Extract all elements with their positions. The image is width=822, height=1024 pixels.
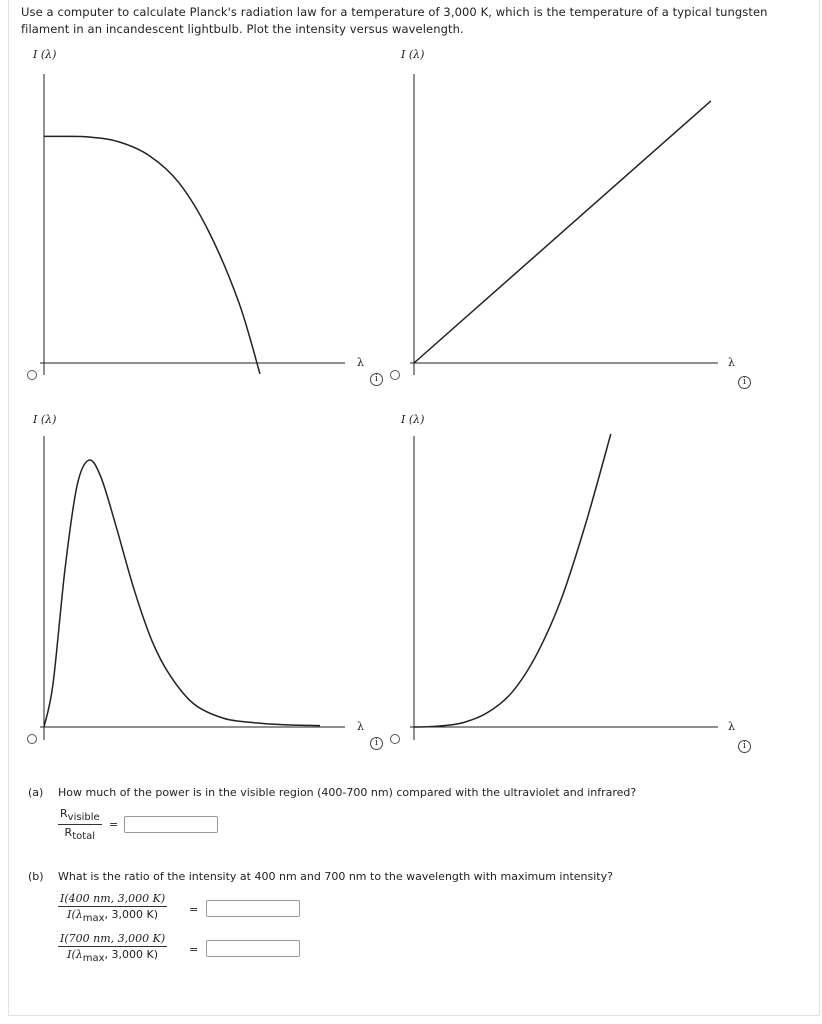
option-d-x-label: λ bbox=[728, 720, 735, 733]
part-a-answer-input[interactable] bbox=[124, 816, 218, 833]
option-b-x-label: λ bbox=[728, 356, 735, 369]
problem-instructions: Use a computer to calculate Planck's radiation law for a temperature of 3,000 K, which is the temperature of a typical tungsten filament in an incandescent lightbulb. Plot the intensity versus wavelength. bbox=[21, 5, 768, 36]
option-c-curve bbox=[44, 460, 320, 727]
part-a-num-var: R bbox=[60, 807, 68, 820]
option-a-y-label: I (λ) bbox=[33, 48, 57, 61]
option-b-radio[interactable] bbox=[390, 370, 400, 380]
option-c-y-label: I (λ) bbox=[33, 413, 57, 426]
option-c-info-icon[interactable]: i bbox=[370, 737, 383, 750]
part-a-label: (a) bbox=[28, 786, 44, 799]
option-c-x-label: λ bbox=[357, 720, 364, 733]
option-a-curve bbox=[44, 136, 260, 374]
part-b-question: What is the ratio of the intensity at 400 nm and 700 nm to the wavelength with maximum intensity? bbox=[58, 870, 613, 883]
part-a-num-sub: visible bbox=[67, 812, 100, 823]
part-a-fraction bbox=[58, 807, 102, 842]
option-a-info-icon[interactable]: i bbox=[370, 373, 383, 386]
part-b-label: (b) bbox=[28, 870, 44, 883]
option-a-radio[interactable] bbox=[27, 370, 37, 380]
option-d-radio[interactable] bbox=[390, 734, 400, 744]
option-a-x-label: λ bbox=[357, 356, 364, 369]
option-b-curve bbox=[414, 101, 711, 363]
part-b-ratio1-fraction bbox=[58, 892, 167, 924]
part-b-ratio2-den-sub: max bbox=[82, 953, 105, 964]
part-b-ratio1-den-prefix: I(λ bbox=[67, 908, 83, 921]
part-b-ratio1-input[interactable] bbox=[206, 900, 300, 917]
option-b-y-label: I (λ) bbox=[401, 48, 425, 61]
part-b-ratio2-equals: = bbox=[189, 943, 199, 956]
part-a-equals: = bbox=[109, 818, 119, 831]
part-b-ratio1-den-suffix: , 3,000 K) bbox=[104, 908, 159, 921]
option-d-info-icon[interactable]: i bbox=[738, 740, 751, 753]
part-a-den-sub: total bbox=[72, 831, 96, 842]
part-b-ratio1-num: I(400 nm, 3,000 K) bbox=[60, 892, 166, 905]
part-b-ratio2-den-prefix: I(λ bbox=[67, 948, 83, 961]
option-b-info-icon[interactable]: i bbox=[738, 376, 751, 389]
option-d-curve bbox=[414, 434, 611, 727]
part-a-question: How much of the power is in the visible region (400-700 nm) compared with the ultraviolet and infrared? bbox=[58, 786, 637, 799]
option-d-y-label: I (λ) bbox=[401, 413, 425, 426]
part-b-ratio2-fraction bbox=[58, 932, 167, 964]
option-c-radio[interactable] bbox=[27, 734, 37, 744]
part-b-ratio1-den-sub: max bbox=[82, 913, 105, 924]
part-b-ratio2-den-suffix: , 3,000 K) bbox=[104, 948, 159, 961]
part-b-ratio1-equals: = bbox=[189, 903, 199, 916]
part-a-den-var: R bbox=[64, 826, 73, 839]
part-b-ratio2-num: I(700 nm, 3,000 K) bbox=[60, 932, 166, 945]
part-b-ratio2-input[interactable] bbox=[206, 940, 300, 957]
